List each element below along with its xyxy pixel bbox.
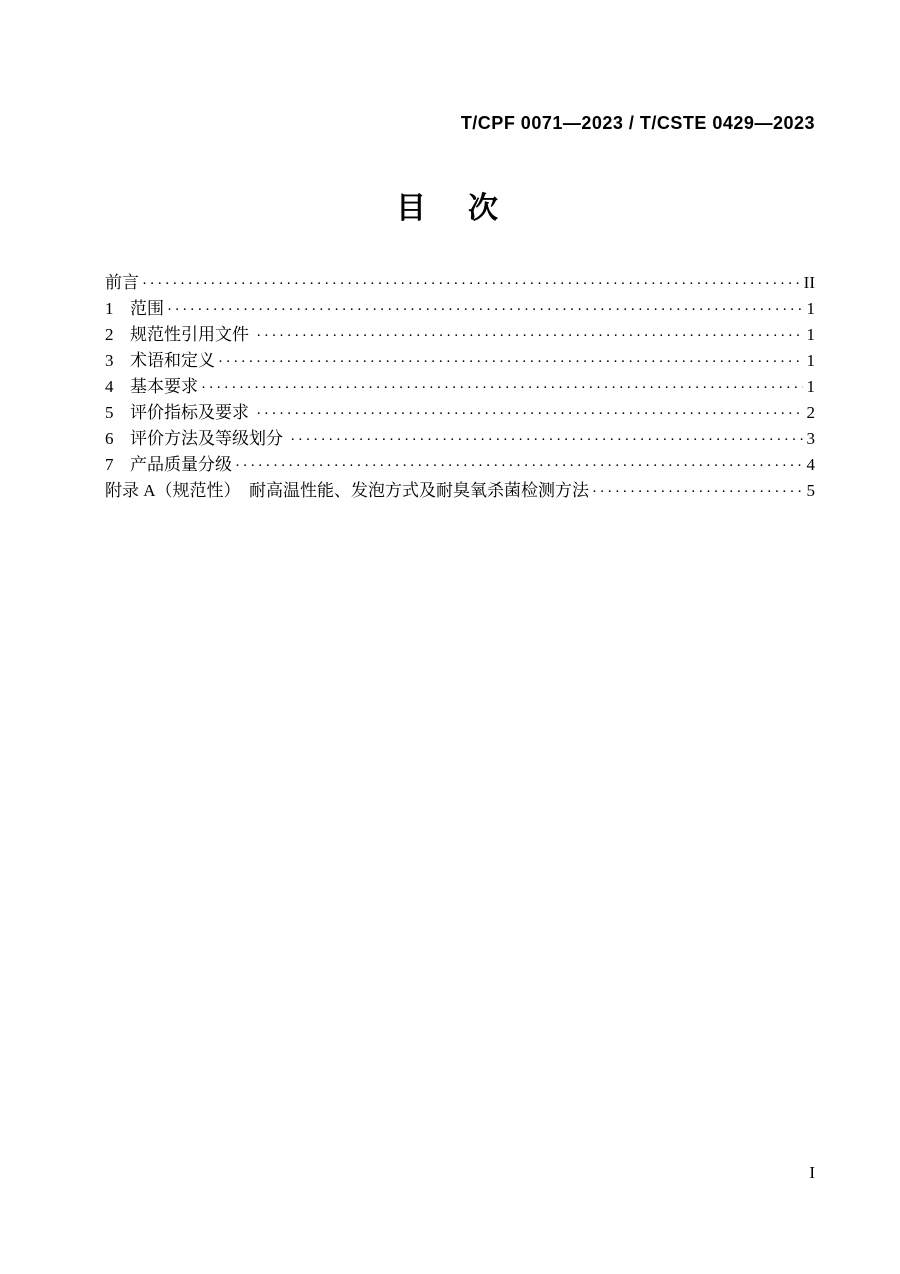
toc-entry-label: 范围 bbox=[130, 299, 164, 318]
toc-entry bbox=[105, 478, 815, 504]
toc-entry bbox=[105, 400, 815, 426]
toc-entry-page: 1 bbox=[806, 325, 815, 344]
toc-leader-dots bbox=[256, 400, 803, 427]
toc-entry-page: 1 bbox=[806, 351, 815, 370]
toc-entry-label: 产品质量分级 bbox=[130, 455, 232, 474]
toc-entry bbox=[105, 322, 815, 348]
toc-entry-number: 2 bbox=[105, 325, 114, 344]
toc-list bbox=[105, 270, 815, 504]
toc-leader-dots bbox=[167, 296, 803, 323]
standard-code-header: T/CPF 0071—2023 / T/CSTE 0429—2023 bbox=[460, 113, 815, 133]
toc-entry-label: 评价方法及等级划分 bbox=[130, 429, 288, 448]
toc-leader-dots bbox=[592, 478, 803, 505]
toc-entry bbox=[105, 270, 815, 296]
toc-entry-page: 4 bbox=[806, 455, 815, 474]
toc-entry bbox=[105, 296, 815, 322]
toc-entry-label: 前言 bbox=[105, 273, 139, 292]
toc-entry-label: 附录 A（规范性） 耐高温性能、发泡方式及耐臭氧杀菌检测方法 bbox=[105, 481, 590, 500]
page-number: I bbox=[809, 1163, 815, 1182]
toc-entry-label: 规范性引用文件 bbox=[130, 325, 254, 344]
toc-leader-dots bbox=[218, 348, 803, 375]
toc-leader-dots bbox=[201, 374, 803, 401]
toc-entry-number: 4 bbox=[105, 377, 114, 396]
toc-title: 目 次 bbox=[396, 192, 504, 225]
toc-entry bbox=[105, 426, 815, 452]
toc-entry-label: 评价指标及要求 bbox=[130, 403, 254, 422]
toc-entry-number: 6 bbox=[105, 429, 114, 448]
toc-entry bbox=[105, 452, 815, 478]
toc-entry-page: 5 bbox=[806, 481, 815, 500]
toc-leader-dots bbox=[256, 322, 803, 349]
toc-leader-dots bbox=[290, 426, 803, 453]
toc-entry-page: 3 bbox=[806, 429, 815, 448]
toc-entry-label: 基本要求 bbox=[130, 377, 198, 396]
toc-entry-number: 1 bbox=[105, 299, 114, 318]
toc-entry-page: 1 bbox=[806, 377, 815, 396]
toc-entry bbox=[105, 348, 815, 374]
toc-leader-dots bbox=[142, 270, 802, 297]
toc-leader-dots bbox=[235, 452, 803, 479]
toc-entry-page: II bbox=[803, 273, 815, 292]
toc-entry-number: 3 bbox=[105, 351, 114, 370]
toc-entry-label: 术语和定义 bbox=[130, 351, 215, 370]
toc-entry-page: 2 bbox=[806, 403, 815, 422]
toc-entry-number: 5 bbox=[105, 403, 114, 422]
toc-entry bbox=[105, 374, 815, 400]
toc-entry-page: 1 bbox=[806, 299, 815, 318]
toc-entry-number: 7 bbox=[105, 455, 114, 474]
